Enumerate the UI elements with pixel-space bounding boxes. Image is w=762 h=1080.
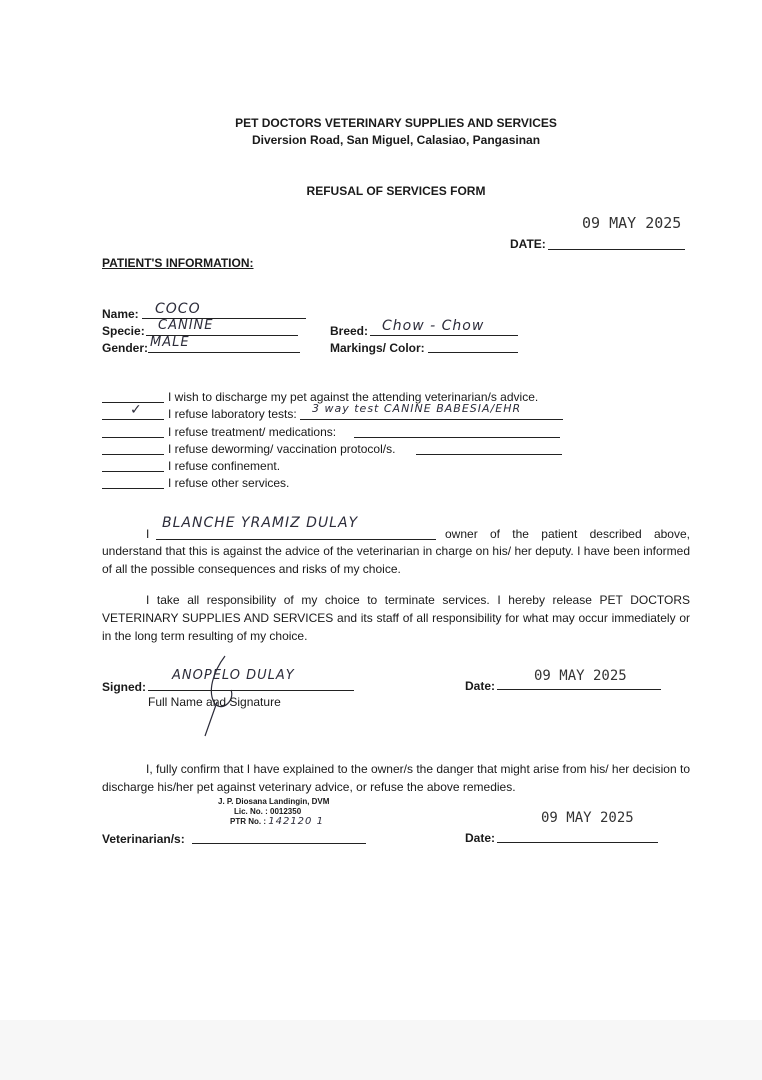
org-name: PET DOCTORS VETERINARY SUPPLIES AND SERVICES (235, 116, 557, 130)
form-title: REFUSAL OF SERVICES FORM (306, 184, 486, 198)
checklist-mark-2: ✓ (130, 402, 143, 418)
breed-value: Chow - Chow (382, 318, 485, 334)
signed-label: Signed: (102, 680, 146, 694)
checklist-blank-5 (102, 471, 164, 472)
owner-signature: ANOPELO DULAY (172, 668, 295, 683)
statement-owner-suffix: owner of the patient described above, (445, 527, 690, 541)
vet-date-label: Date: (465, 831, 496, 845)
checklist-text-3: I refuse treatment/ medications: (168, 425, 337, 439)
signed-line (148, 690, 354, 691)
statement-i: I (146, 527, 150, 541)
specie-label: Specie: (102, 324, 145, 338)
checklist-detail-line-4 (416, 454, 562, 455)
checklist-blank-4 (102, 454, 164, 455)
veterinarian-line (192, 843, 366, 844)
date-line-top (548, 249, 685, 250)
name-label: Name: (102, 307, 139, 321)
org-address: Diversion Road, San Miguel, Calasiao, Pangasinan (251, 133, 541, 147)
responsibility-paragraph: I take all responsibility of my choice to terminate services. I hereby release PET DOCTORS VETERINARY SUPPLIES AND SERVICES and its staff of all responsibility for what may occur immediately or in the long term resulting of my choice. (102, 593, 690, 643)
checklist-text-4: I refuse deworming/ vaccination protocol/s. (168, 442, 396, 456)
checklist-blank-6 (102, 488, 164, 489)
vet-date-stamp: 09 MAY 2025 (541, 810, 634, 826)
signed-date-label: Date: (465, 679, 496, 693)
signed-date-stamp: 09 MAY 2025 (534, 668, 627, 684)
owner-name-handwritten: BLANCHE YRAMIZ DULAY (162, 515, 359, 531)
name-value: COCO (155, 301, 201, 317)
signed-caption: Full Name and Signature (148, 695, 281, 709)
page-bottom-edge (0, 1020, 762, 1080)
vet-stamp (218, 797, 329, 827)
specie-value: CANINE (158, 318, 214, 333)
checklist-text-2: I refuse laboratory tests: (168, 407, 297, 421)
checklist-detail-line-2 (300, 419, 563, 420)
gender-line (148, 352, 300, 353)
gender-value: MALE (150, 335, 190, 350)
checklist-blank-2 (102, 419, 164, 420)
date-label-top: DATE: (510, 237, 546, 251)
checklist-blank-3 (102, 437, 164, 438)
breed-label: Breed: (330, 324, 369, 338)
owner-name-line (156, 539, 436, 540)
vet-stamp-name: J. P. Diosana Landingin, DVM (218, 797, 330, 806)
statement-rest: understand that this is against the advice of the veterinarian in charge on his/ her deputy. I have been informed of all the possible consequences and risks of my choice. (102, 544, 690, 576)
checklist-detail-2: 3 way test CANINE BABESIA/EHR (312, 402, 522, 415)
markings-line (428, 352, 518, 353)
confirmation-paragraph: I, fully confirm that I have explained to the owner/s the danger that might arise from his/ her decision to discharge his/her pet against veterinary advice, or refuse the above remedies. (102, 762, 690, 794)
breed-line (370, 335, 518, 336)
checklist-text-5: I refuse confinement. (168, 459, 281, 473)
markings-label: Markings/ Color: (330, 341, 425, 355)
vet-stamp-ptr-label: PTR No. : (230, 817, 266, 826)
checklist-text-1: I wish to discharge my pet against the attending veterinarian/s advice. (168, 390, 539, 404)
vet-date-line (497, 842, 658, 843)
veterinarian-label: Veterinarian/s: (102, 832, 185, 846)
checklist-detail-line-3 (354, 437, 560, 438)
vet-stamp-lic: Lic. No. : 0012350 (234, 807, 302, 816)
patient-section-title: PATIENT'S INFORMATION: (102, 256, 254, 270)
signed-date-line (497, 689, 661, 690)
gender-label: Gender: (102, 341, 149, 355)
vet-stamp-ptr-value: 142120 1 (268, 816, 324, 827)
date-stamp-top: 09 MAY 2025 (582, 214, 682, 232)
checklist-text-6: I refuse other services. (168, 476, 290, 490)
